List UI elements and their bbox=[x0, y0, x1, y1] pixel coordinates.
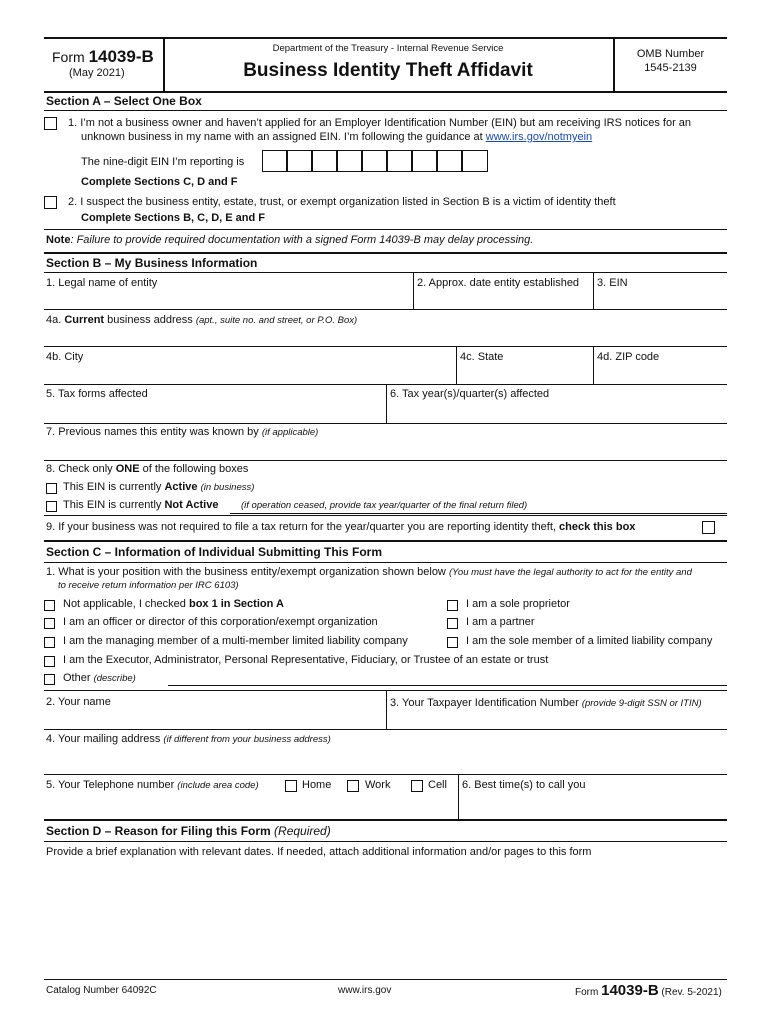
f8-active-prefix: This EIN is currently bbox=[63, 481, 165, 493]
previous-names-input[interactable] bbox=[44, 440, 727, 459]
section-d-required: (Required) bbox=[274, 824, 331, 838]
row1-rule bbox=[44, 309, 727, 310]
phone-work-label: Work bbox=[365, 779, 391, 791]
note-label: Note bbox=[46, 234, 71, 246]
final-return-line[interactable] bbox=[230, 513, 727, 514]
ein-label: The nine-digit EIN I’m reporting is bbox=[81, 156, 245, 168]
managing-member-label: I am the managing member of a multi-member limited liability company bbox=[63, 635, 408, 647]
f7-text: 7. Previous names this entity was known by bbox=[46, 426, 262, 438]
row4a-rule bbox=[44, 346, 727, 347]
section-d-rule bbox=[44, 841, 727, 842]
f8-inactive-hint: (if operation ceased, provide tax year/quarter of the final return filed) bbox=[241, 500, 528, 511]
f3-hint: (provide 9-digit SSN or ITIN) bbox=[581, 698, 702, 709]
other-checkbox[interactable] bbox=[44, 674, 55, 685]
not-required-label bbox=[46, 521, 635, 533]
f5-hint: (include area code) bbox=[177, 780, 259, 791]
f4a-bold: Current bbox=[64, 314, 105, 326]
department-name: Department of the Treasury - Internal Revenue Service bbox=[272, 43, 504, 54]
option1-line2-prefix: unknown business in my name with an assigned EIN. I’m following the guidance at bbox=[81, 131, 486, 143]
f8-prefix: 8. Check only bbox=[46, 463, 116, 475]
q1-line1: 1. What is your position with the business entity/exempt organization shown below bbox=[46, 566, 449, 578]
current-address-input[interactable] bbox=[44, 328, 727, 345]
page-title: Business Identity Theft Affidavit bbox=[243, 60, 533, 81]
option2-complete-note: Complete Sections B, C, D, E and F bbox=[81, 212, 265, 224]
telephone-input[interactable] bbox=[44, 795, 458, 817]
ein-input[interactable] bbox=[594, 290, 727, 308]
section-a-option2-text: 2. I suspect the business entity, estate, trust, or exempt organization listed in Section B is a victim of identity theft bbox=[68, 196, 616, 208]
partner-checkbox[interactable] bbox=[447, 618, 458, 629]
phone-cell-label: Cell bbox=[428, 779, 447, 791]
legal-name-input[interactable] bbox=[44, 290, 413, 308]
f8-suffix: of the following boxes bbox=[139, 463, 249, 475]
footer-rule bbox=[44, 979, 727, 980]
omb-number: 1545-2139 bbox=[644, 62, 697, 74]
opt-na-prefix: Not applicable, I checked bbox=[63, 598, 189, 610]
reason-textarea[interactable] bbox=[44, 862, 727, 972]
section-b-rule bbox=[44, 272, 727, 273]
q1-hint2: to receive return information per IRC 6103) bbox=[58, 580, 239, 591]
footer-website: www.irs.gov bbox=[338, 985, 392, 996]
ein-active-checkbox[interactable] bbox=[46, 483, 57, 494]
section-b-heading: Section B – My Business Information bbox=[46, 256, 258, 270]
f8-inactive-prefix: This EIN is currently bbox=[63, 499, 165, 511]
sole-member-llc-checkbox[interactable] bbox=[447, 637, 458, 648]
sole-proprietor-label: I am a sole proprietor bbox=[466, 598, 570, 610]
f8-active-bold: Active bbox=[164, 481, 198, 493]
position-question bbox=[46, 566, 692, 578]
other-label bbox=[63, 672, 136, 684]
not-applicable-label bbox=[63, 598, 284, 610]
ein-digit-box[interactable] bbox=[312, 150, 337, 172]
section-a-note-rule bbox=[44, 229, 727, 230]
your-name-input[interactable] bbox=[44, 710, 386, 728]
opt-other: Other bbox=[63, 672, 94, 684]
ein-not-active-checkbox[interactable] bbox=[46, 501, 57, 512]
executor-label: I am the Executor, Administrator, Personal Representative, Fiduciary, or Trustee of an estate or trust bbox=[63, 654, 549, 666]
best-time-input[interactable] bbox=[459, 795, 727, 817]
section-a-option1-text: 1. I’m not a business owner and haven’t applied for an Employer Identification Number (EIN) but am receiving IRS notices for an bbox=[68, 117, 692, 129]
state-input[interactable] bbox=[457, 365, 593, 383]
section-a-note bbox=[46, 234, 533, 246]
phone-cell-checkbox[interactable] bbox=[411, 780, 423, 792]
catalog-number: Catalog Number 64092C bbox=[46, 985, 157, 996]
note-text: : Failure to provide required documentation with a signed Form 14039-B may delay processing. bbox=[70, 234, 534, 246]
f5-text: 5. Your Telephone number bbox=[46, 779, 178, 791]
f9-bold: check this box bbox=[559, 521, 636, 533]
ein-digit-box[interactable] bbox=[387, 150, 412, 172]
tin-input[interactable] bbox=[387, 710, 727, 728]
section-d-top-rule bbox=[44, 819, 727, 821]
current-address-label bbox=[46, 314, 357, 326]
ein-digit-box[interactable] bbox=[462, 150, 488, 172]
f7-hint: (if applicable) bbox=[261, 427, 319, 438]
section-a-option1-checkbox[interactable] bbox=[44, 117, 57, 130]
legal-name-label: 1. Legal name of entity bbox=[46, 277, 158, 289]
f4-text: 4. Your mailing address bbox=[46, 733, 164, 745]
footer-form-number: 14039-B bbox=[601, 982, 659, 999]
mailing-address-label bbox=[46, 733, 331, 745]
partner-label: I am a partner bbox=[466, 616, 535, 628]
section-b-top-rule bbox=[44, 252, 727, 254]
f8-active-hint: (in business) bbox=[200, 482, 255, 493]
row7-rule bbox=[44, 460, 727, 461]
ein-digit-box[interactable] bbox=[437, 150, 462, 172]
footer-rev: (Rev. 5-2021) bbox=[658, 987, 722, 998]
officer-checkbox[interactable] bbox=[44, 618, 55, 629]
zip-input[interactable] bbox=[594, 365, 727, 383]
f4-hint: (if different from your business address) bbox=[163, 734, 331, 745]
ein-digit-box[interactable] bbox=[337, 150, 362, 172]
f4a-hint: (apt., suite no. and street, or P.O. Box) bbox=[195, 315, 358, 326]
ein-digit-box[interactable] bbox=[262, 150, 287, 172]
f3-text: 3. Your Taxpayer Identification Number bbox=[390, 697, 582, 709]
section-d-heading-text: Section D – Reason for Filing this Form bbox=[46, 824, 275, 838]
form-word: Form bbox=[52, 49, 85, 65]
sole-proprietor-checkbox[interactable] bbox=[447, 600, 458, 611]
mailing-address-input[interactable] bbox=[44, 747, 727, 773]
row5-rule bbox=[44, 423, 727, 424]
telephone-label bbox=[46, 779, 259, 791]
ein-active-label bbox=[63, 481, 254, 493]
form-date: (May 2021) bbox=[69, 67, 125, 79]
city-input[interactable] bbox=[44, 365, 456, 383]
ein-digit-box[interactable] bbox=[287, 150, 312, 172]
phone-work-checkbox[interactable] bbox=[347, 780, 359, 792]
tax-forms-label: 5. Tax forms affected bbox=[46, 388, 148, 400]
ein-status-label bbox=[46, 463, 248, 475]
f4a-text: business address bbox=[104, 314, 196, 326]
date-established-label: 2. Approx. date entity established bbox=[417, 277, 580, 289]
ein-field-label: 3. EIN bbox=[597, 277, 628, 289]
ein-not-active-label bbox=[63, 499, 218, 511]
best-time-label: 6. Best time(s) to call you bbox=[462, 779, 586, 791]
managing-member-checkbox[interactable] bbox=[44, 637, 55, 648]
notmyein-link[interactable]: www.irs.gov/notmyein bbox=[485, 131, 593, 143]
form-id bbox=[52, 47, 154, 67]
phone-home-label: Home bbox=[302, 779, 332, 791]
section-a-option1-line2 bbox=[81, 131, 592, 143]
phone-home-checkbox[interactable] bbox=[285, 780, 297, 792]
section-a-rule bbox=[44, 110, 727, 111]
zip-label: 4d. ZIP code bbox=[597, 351, 660, 363]
tax-years-input[interactable] bbox=[387, 402, 727, 422]
omb-label: OMB Number bbox=[636, 48, 705, 60]
city-label: 4b. City bbox=[46, 351, 84, 363]
section-d-instruction: Provide a brief explanation with relevant dates. If needed, attach additional information and/or pages to this form bbox=[46, 846, 592, 858]
f9-text: 9. If your business was not required to file a tax return for the year/quarter you are reporting identity theft, bbox=[46, 521, 559, 533]
section-c-rule bbox=[44, 562, 727, 563]
officer-label: I am an officer or director of this corporation/exempt organization bbox=[63, 616, 378, 628]
sole-member-llc-label: I am the sole member of a limited liability company bbox=[466, 635, 713, 647]
option1-complete-note: Complete Sections C, D and F bbox=[81, 176, 238, 188]
opt-na-bold: box 1 in Section A bbox=[188, 598, 284, 610]
executor-checkbox[interactable] bbox=[44, 656, 55, 667]
section-d-heading bbox=[46, 824, 331, 838]
tax-years-label: 6. Tax year(s)/quarter(s) affected bbox=[390, 388, 550, 400]
section-c-heading: Section C – Information of Individual Submitting This Form bbox=[46, 545, 382, 559]
date-established-input[interactable] bbox=[414, 290, 593, 308]
not-required-checkbox[interactable] bbox=[702, 521, 715, 534]
state-label: 4c. State bbox=[460, 351, 504, 363]
section-a-option2-checkbox[interactable] bbox=[44, 196, 57, 209]
q1-hint1: (You must have the legal authority to act for the entity and bbox=[448, 567, 692, 578]
header-bottom-rule bbox=[44, 91, 727, 93]
ein-digit-box[interactable] bbox=[412, 150, 437, 172]
form-number: 14039-B bbox=[88, 47, 154, 66]
section-c-top-rule bbox=[44, 540, 727, 542]
previous-names-label bbox=[46, 426, 318, 438]
footer-form-id bbox=[575, 982, 722, 999]
opt-other-hint: (describe) bbox=[93, 673, 136, 684]
tin-label bbox=[390, 697, 702, 709]
section-a-heading: Section A – Select One Box bbox=[46, 94, 202, 108]
f8-bold: ONE bbox=[115, 463, 140, 475]
ein-digit-box[interactable] bbox=[362, 150, 387, 172]
f8-inactive-bold: Not Active bbox=[164, 499, 219, 511]
other-describe-line[interactable] bbox=[168, 685, 727, 686]
your-name-label: 2. Your name bbox=[46, 696, 111, 708]
tax-forms-input[interactable] bbox=[44, 402, 386, 422]
row4-rule bbox=[44, 774, 727, 775]
f4a-prefix: 4a. bbox=[46, 314, 65, 326]
not-applicable-checkbox[interactable] bbox=[44, 600, 55, 611]
footer-form-word: Form bbox=[575, 987, 602, 998]
row8-rule bbox=[44, 515, 727, 516]
header-top-rule bbox=[44, 37, 727, 39]
row2-rule bbox=[44, 729, 727, 730]
